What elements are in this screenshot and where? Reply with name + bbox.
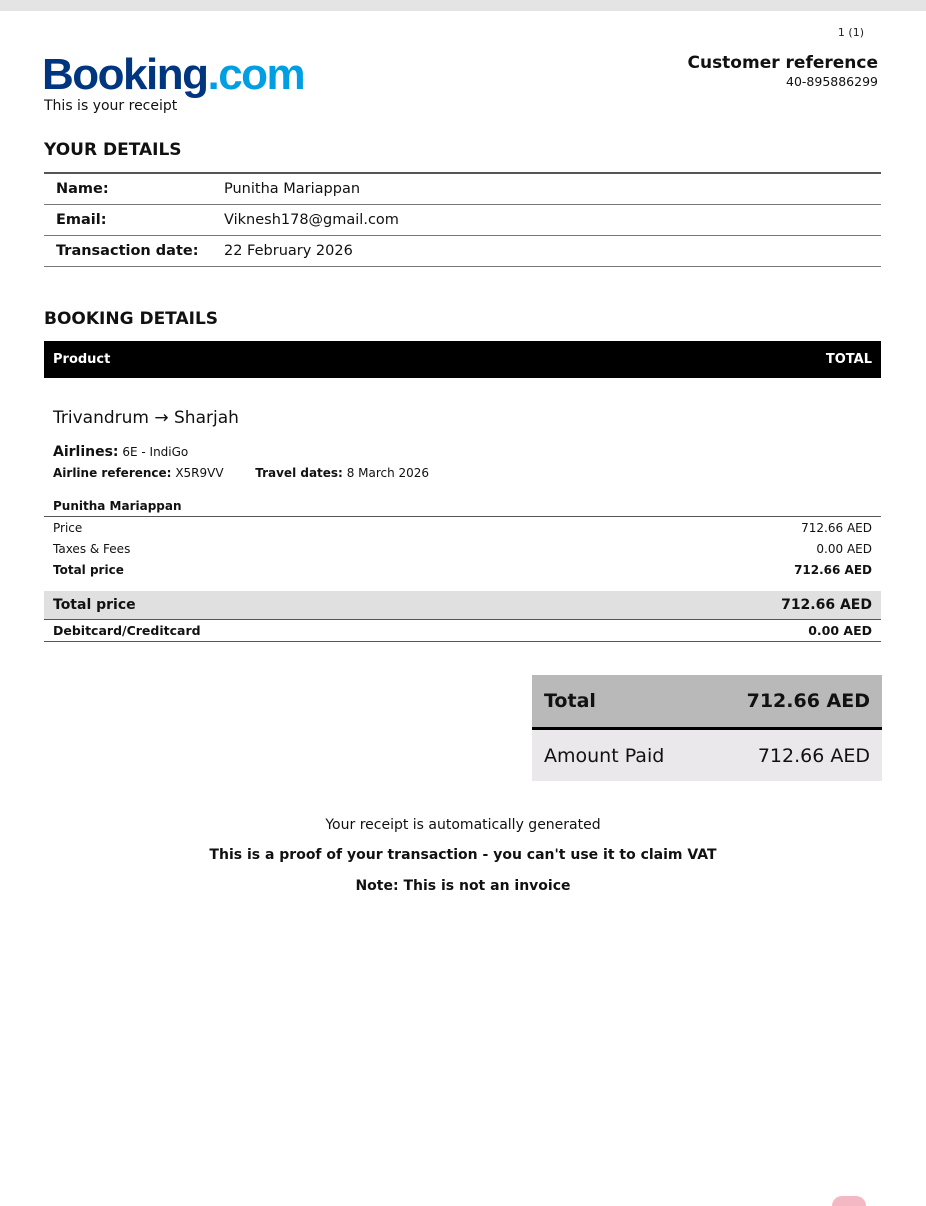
details-row-transaction-date — [44, 236, 881, 267]
taxes-line-value: 0.00 AED — [816, 541, 872, 556]
details-value: 22 February 2026 — [224, 243, 353, 259]
total-column-header: TOTAL — [825, 352, 872, 367]
details-value: Viknesh178@gmail.com — [224, 212, 399, 228]
amount-paid-label: Amount Paid — [544, 744, 665, 767]
customer-reference-label: Customer reference — [687, 53, 878, 73]
subtotal-line-value: 712.66 AED — [794, 562, 872, 577]
price-line-value: 712.66 AED — [801, 520, 872, 535]
amount-paid-value: 712.66 AED — [757, 744, 870, 767]
travel-dates-label: Travel dates: — [255, 466, 343, 480]
details-label: Transaction date: — [56, 243, 199, 259]
booking-logo — [42, 50, 304, 100]
booking-details-heading: BOOKING DETAILS — [44, 309, 219, 329]
travel-dates-value: 8 March 2026 — [346, 466, 430, 480]
your-details-heading: YOUR DETAILS — [44, 140, 182, 160]
product-table-header — [44, 341, 881, 378]
airline-reference-value: X5R9VV — [175, 466, 224, 480]
customer-reference-value: 40-895886299 — [786, 74, 878, 89]
total-price-row — [44, 591, 881, 620]
details-value: Punitha Mariappan — [224, 181, 361, 197]
payment-method-row — [44, 620, 881, 642]
details-row-email — [44, 205, 881, 236]
footer-invoice-note: Note: This is not an invoice — [355, 878, 571, 894]
payment-method-label: Debitcard/Creditcard — [53, 623, 201, 638]
subtotal-line-label: Total price — [53, 562, 124, 577]
subtotal-line — [44, 559, 881, 580]
footer-auto-generated: Your receipt is automatically generated — [325, 817, 601, 833]
price-line — [44, 517, 881, 538]
total-price-value: 712.66 AED — [781, 597, 872, 613]
price-lines — [44, 516, 881, 580]
airline-reference-label: Airline reference: — [53, 466, 172, 480]
details-label: Email: — [56, 212, 107, 228]
top-edge-bar — [0, 0, 926, 11]
receipt-subtitle: This is your receipt — [44, 98, 178, 114]
logo-text-booking: Booking — [42, 50, 208, 99]
total-price-label: Total price — [53, 597, 136, 613]
page-number: 1 (1) — [837, 26, 864, 39]
corner-decoration — [832, 1196, 866, 1206]
summary-box — [532, 675, 882, 781]
footer-vat-notice: This is a proof of your transaction - you can't use it to claim VAT — [209, 847, 717, 863]
logo-text-com: .com — [207, 50, 305, 99]
taxes-line — [44, 538, 881, 559]
summary-total-row — [532, 675, 882, 730]
flight-route: Trivandrum → Sharjah — [53, 408, 239, 428]
details-row-name — [44, 174, 881, 205]
your-details-table — [44, 172, 881, 267]
product-column-header: Product — [53, 352, 111, 367]
taxes-line-label: Taxes & Fees — [53, 541, 131, 556]
airlines-value: 6E - IndiGo — [122, 445, 189, 459]
payment-method-value: 0.00 AED — [808, 623, 872, 638]
summary-total-value: 712.66 AED — [746, 690, 870, 712]
airline-info — [53, 444, 188, 460]
customer-reference — [687, 53, 878, 89]
airlines-label: Airlines: — [53, 444, 119, 460]
passenger-name: Punitha Mariappan — [53, 499, 182, 513]
airline-references — [53, 466, 429, 480]
price-line-label: Price — [53, 520, 83, 535]
summary-paid-row — [532, 730, 882, 781]
details-label: Name: — [56, 181, 109, 197]
summary-total-label: Total — [544, 690, 596, 712]
